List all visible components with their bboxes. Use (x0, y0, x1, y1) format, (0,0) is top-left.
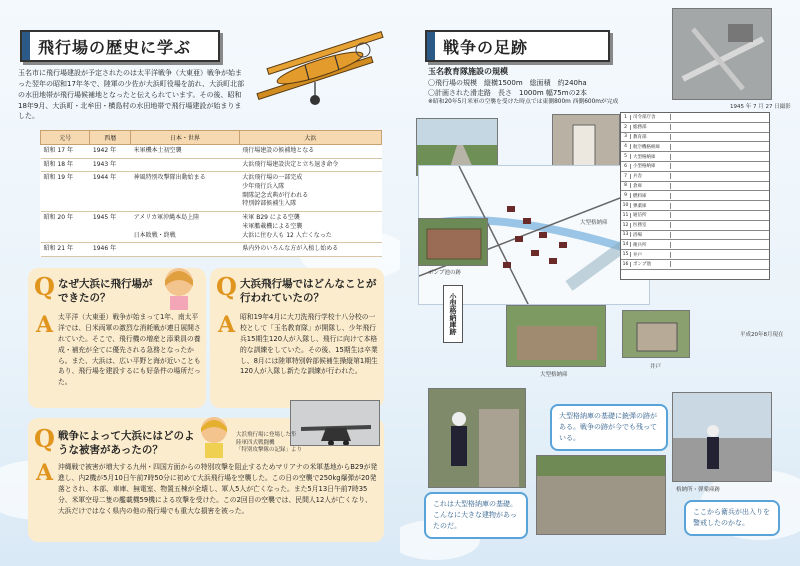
cell-ohama: 飛行場建設の候補地となる (239, 145, 381, 159)
speech-bubble-guard: ここから衛兵が出入りを警戒したのかな。 (684, 500, 780, 536)
doc-row: 6 小型格納庫 (621, 162, 769, 172)
a-letter: A (218, 312, 236, 338)
guardhouse-caption: 格納所・弾薬庫跡 (676, 487, 721, 493)
fact-line: 〇飛行場の規模 縦横1500m 総面積 約240ha (428, 78, 587, 87)
bullet-marks-photo (536, 455, 666, 535)
war-traces-title: 戦争の足跡 (443, 37, 529, 57)
doc-row: 12 医務室 (621, 221, 769, 231)
cell-era: 昭和 21 年 (41, 243, 90, 257)
a-letter: A (36, 312, 54, 338)
q3-answer: 沖縄戦で被害が増大する九州・四国方面からの特別攻撃を阻止するためマリアナの米軍基地からB29が発進し、内2機が5月10日午前7時50分に初めて大浜飛行場を空襲した。この日の空襲で250kg爆弾が20発落とされ、本部、車庫、無電室、物置五棟が全壊し、軍人5人が亡くなった。また5月13日午前7時35分、米軍空母二隻の艦載機59機による攻撃を受けた。この2回目の空襲では、民間人12人が亡くなり、大浜だけではなく県内の他の飛行場でも重大な損害を被った。 (58, 463, 378, 515)
q2-question: 大浜飛行場ではどんなことが行われていたの？ (240, 278, 377, 304)
doc-row: 9 燃料庫 (621, 191, 769, 201)
doc-row: 11 通信所 (621, 211, 769, 221)
aerial-photo (672, 8, 772, 100)
table-row (41, 172, 382, 212)
cell-year: 1945 年 (90, 212, 131, 243)
history-table-header (41, 131, 382, 145)
fact-note: ※昭和20年5月米軍の空襲を受けた時点では東側800m 西側600mが完成 (428, 98, 619, 105)
doc-row: 14 衛兵所 (621, 240, 769, 250)
cell-world: アメリカ軍沖縄本島上陸 日本敗戦・終戦 (131, 212, 240, 243)
plane-photo-caption: 大浜飛行場に登場した隼 陸軍四式戦闘機 「特別攻撃隊の記録」より (236, 432, 303, 454)
biplane-illustration (245, 20, 395, 115)
map-date-caption: 平成20年8月現在 (740, 332, 784, 338)
cell-year: 1943 年 (90, 158, 131, 172)
col-header-year: 西暦 (90, 131, 131, 145)
history-title: 飛行場の歴史に学ぶ (38, 37, 192, 57)
hangar-caption: 大型格納庫 (540, 372, 568, 378)
students-image (429, 389, 526, 488)
doc-row: 3 教育部 (621, 133, 769, 143)
cell-year: 1944 年 (90, 172, 131, 212)
aerial-photo-caption: 1945 年 7 月 27 日撮影 (730, 104, 791, 110)
facility-document (620, 112, 770, 280)
pump-pond-photo (418, 218, 488, 266)
doc-row: 7 兵舎 (621, 172, 769, 182)
doc-row: 1 司令部庁舎 (621, 113, 769, 123)
pump-pond-image (419, 219, 488, 266)
cell-era: 昭和 20 年 (41, 212, 90, 243)
aerial-photo-image (673, 9, 772, 100)
hangar-foundation-image (507, 306, 606, 367)
history-table (40, 130, 382, 257)
cell-world: 米軍機本土初空襲 (131, 145, 240, 159)
col-header-ohama: 大浜 (239, 131, 381, 145)
cell-world (131, 158, 240, 172)
cell-year: 1942 年 (90, 145, 131, 159)
doc-row: 5 大型格納庫 (621, 152, 769, 162)
q-letter: Q (34, 424, 55, 453)
history-title-box (20, 30, 220, 62)
pump-pond-caption: ポンプ池の跡 (428, 270, 462, 276)
well-image (623, 311, 690, 358)
cell-world: 神風特別攻撃隊出動始まる (131, 172, 240, 212)
well-photo (622, 310, 690, 358)
cell-era: 昭和 19 年 (41, 172, 90, 212)
boy-avatar-icon (196, 412, 232, 458)
intro-paragraph: 玉名市に飛行場建設が予定されたのは太平洋戦争（大東亜）戦争が始まった翌年の昭和17年冬で、陸軍の少佐が大浜町役場を訪れ、大浜町北部の水田地帯が飛行場候補地となったと伝えられています。その後、昭和18年9月、大浜町・北牟田・横島村の水田地帯で飛行場建設が始まりました。 (18, 69, 245, 121)
students-photo (428, 388, 526, 488)
cell-world (131, 243, 240, 257)
title-bar-decoration (22, 32, 30, 60)
cell-ohama: 大浜飛行場建設決定と立ち退き命令 (239, 158, 381, 172)
hangar-marker-sign: 小型格納庫跡 (443, 285, 463, 343)
q-letter: Q (34, 272, 55, 301)
girl-avatar-icon (160, 264, 198, 310)
guardhouse-photo (672, 392, 772, 482)
doc-row: 15 井戸 (621, 250, 769, 260)
table-row (41, 212, 382, 243)
col-header-world: 日本・世界 (131, 131, 240, 145)
speech-bubble-hangar: これは大型格納庫の基礎。こんなに大きな建物があったのだ。 (424, 492, 528, 539)
cell-era: 昭和 18 年 (41, 158, 90, 172)
q-letter: Q (216, 272, 237, 301)
cell-ohama: 大浜飛行場の一部完成 少年飛行兵入隊 開隊記念式典が行われる 特別幹部候補生入隊 (239, 172, 381, 212)
q1-question: なぜ大浜に飛行場ができたの？ (58, 278, 153, 304)
well-caption: 井戸 (650, 364, 662, 370)
title-bar-decoration (427, 32, 435, 60)
doc-row: 16 ポンプ池 (621, 260, 769, 270)
cell-year: 1946 年 (90, 243, 131, 257)
q2-answer: 昭和19年4月に大刀洗飛行学校十八分校の一校として「玉名教育隊」が開隊し、少年飛行兵15期生120人が入隊し、飛行に向けて本格的な訓練をしていた。その後、15期生は卒業し、8月には陸軍特別幹部候補生操縦第1期生120人が入隊し新たな訓練が行われた。 (240, 313, 378, 376)
war-traces-title-box (425, 30, 610, 62)
col-header-era: 元号 (41, 131, 90, 145)
a-letter: A (36, 460, 54, 486)
hangar-foundation-photo (506, 305, 606, 367)
map-label-hangar: 大型格納庫 (580, 220, 608, 226)
cell-ohama: 県内外のいろんな方が入植し始める (239, 243, 381, 257)
fact-line: 〇計画された滑走路 長さ 1000m 幅75mの2本 (428, 88, 588, 97)
bullet-marks-image (537, 456, 666, 535)
guardhouse-image (673, 393, 772, 482)
doc-row: 10 弾薬庫 (621, 201, 769, 211)
doc-row: 13 浴場 (621, 231, 769, 241)
table-row (41, 243, 382, 257)
doc-row: 2 総務部 (621, 123, 769, 133)
facts-title: 玉名教育隊施設の規模 (428, 67, 508, 76)
q1-answer: 太平洋（大東亜）戦争が始まって1年、南太平洋では、日米両軍の激烈な消耗戦が連日展開されていた。そこで、飛行機の増産と添乗員の養成・補充が全てに優先される急務となったから。また、大浜は、広い平野と海が近いこともあり、飛行場を建設するにも好条件の場所だった。 (58, 313, 201, 387)
cell-era: 昭和 17 年 (41, 145, 90, 159)
doc-row: 4 航空機格納庫 (621, 142, 769, 152)
cell-ohama: 米軍 B29 による空襲 米軍艦載機による空襲 大浜に住む人も 12 人亡くなった (239, 212, 381, 243)
speech-bubble-bullets: 大型格納庫の基礎に銃弾の跡がある。戦争の跡が今でも残っている。 (550, 404, 668, 451)
doc-row: 8 倉庫 (621, 182, 769, 192)
facility-facts (428, 66, 618, 106)
table-row (41, 145, 382, 159)
table-row (41, 158, 382, 172)
q3-question: 戦争によって大浜にはどのような被害があったの？ (58, 430, 195, 456)
